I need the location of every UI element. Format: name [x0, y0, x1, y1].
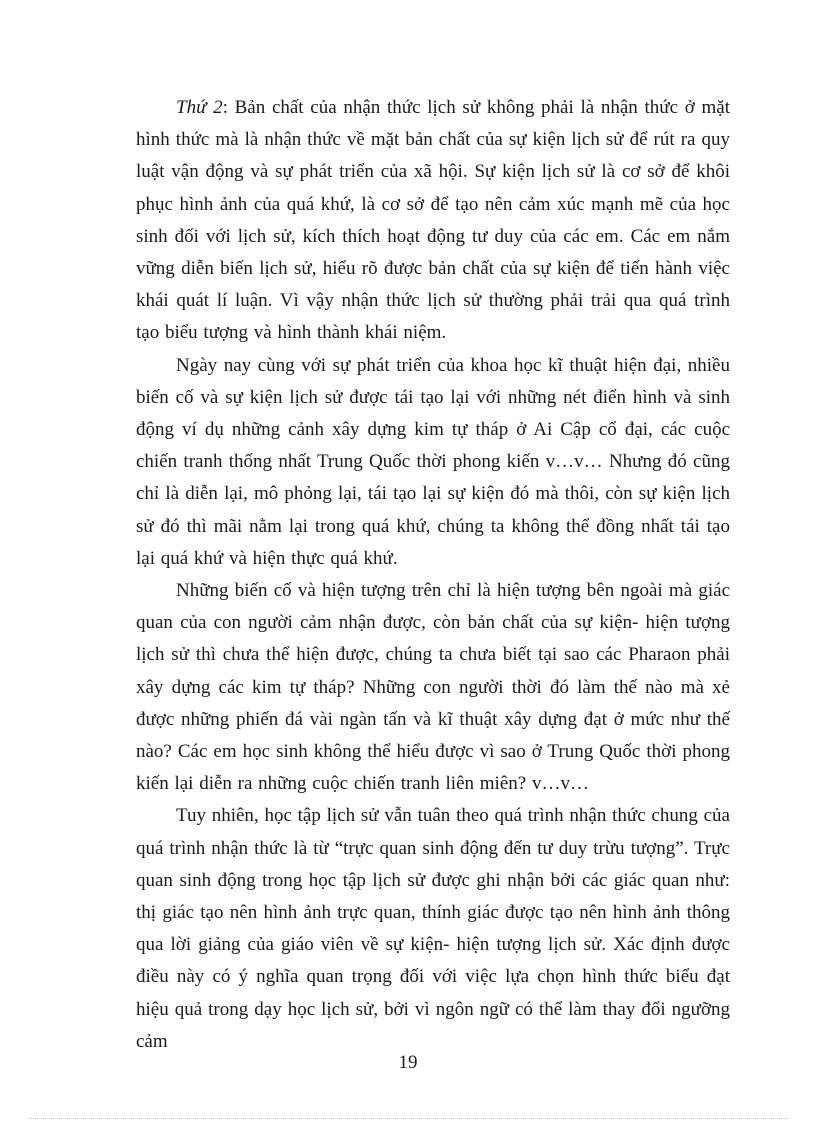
paragraph-4: Tuy nhiên, học tập lịch sử vẫn tuân theo quá trình nhận thức chung của quá trình nhận thức là từ “trực quan sinh động đến tư duy trừu tượng”. Trực quan sinh động trong học tập lịch sử được ghi nhận bởi các giác quan như: thị giác tạo nên hình ảnh trực quan, thính giác được tạo nên hình ảnh thông qua lời giảng của giáo viên về sự kiện- hiện tượng lịch sử. Xác định được điều này có ý nghĩa quan trọng đối với việc lựa chọn hình thức biểu đạt hiệu quả trong dạy học lịch sử, bởi vì ngôn ngữ có thể làm thay đổi ngưỡng cảm [136, 805, 730, 1052]
page-bottom-divider [28, 1118, 788, 1119]
paragraph-1-lead: Thứ 2 [176, 97, 223, 118]
document-body [136, 92, 730, 1058]
paragraph-1-text: : Bản chất của nhận thức lịch sử không phải là nhận thức ở mặt hình thức mà là nhận thức về mặt bản chất của sự kiện lịch sử để rút ra quy luật vận động và sự phát triển của xã hội. Sự kiện lịch sử là cơ sở để khôi phục hình ảnh của quá khứ, là cơ sở để tạo nên cảm xúc mạnh mẽ của học sinh đối với lịch sử, kích thích hoạt động tư duy của các em. Các em nắm vững diễn biến lịch sử, hiểu rõ được bản chất của sự kiện để tiến hành việc khái quát lí luận. Vì vậy nhận thức lịch sử thường phải trải qua quá trình tạo biểu tượng và hình thành khái niệm. [136, 97, 730, 344]
page-number: 19 [398, 1052, 418, 1073]
paragraph-3: Những biến cố và hiện tượng trên chỉ là hiện tượng bên ngoài mà giác quan của con người cảm nhận được, còn bản chất của sự kiện- hiện tượng lịch sử thì chưa thể hiện được, chúng ta chưa biết tại sao các Pharaon phải xây dựng các kim tự tháp? Những con người thời đó làm thế nào mà xẻ được những phiến đá vài ngàn tấn và kĩ thuật xây dựng đạt ở mức như thế nào? Các em học sinh không thể hiểu được vì sao ở Trung Quốc thời phong kiến lại diễn ra những cuộc chiến tranh liên miên? v…v… [136, 580, 730, 795]
paragraph-1 [136, 92, 730, 350]
paragraph-2: Ngày nay cùng với sự phát triển của khoa học kĩ thuật hiện đại, nhiều biến cố và sự kiện lịch sử được tái tạo lại với những nét điển hình và sinh động ví dụ những cảnh xây dựng kim tự tháp ở Ai Cập cổ đại, các cuộc chiến tranh thống nhất Trung Quốc thời phong kiến v…v… Nhưng đó cũng chỉ là diễn lại, mô phỏng lại, tái tạo lại sự kiện đó mà thôi, còn sự kiện lịch sử đó thì mãi nằm lại trong quá khứ, chúng ta không thể đồng nhất tái tạo lại quá khứ và hiện thực quá khứ. [136, 354, 730, 569]
